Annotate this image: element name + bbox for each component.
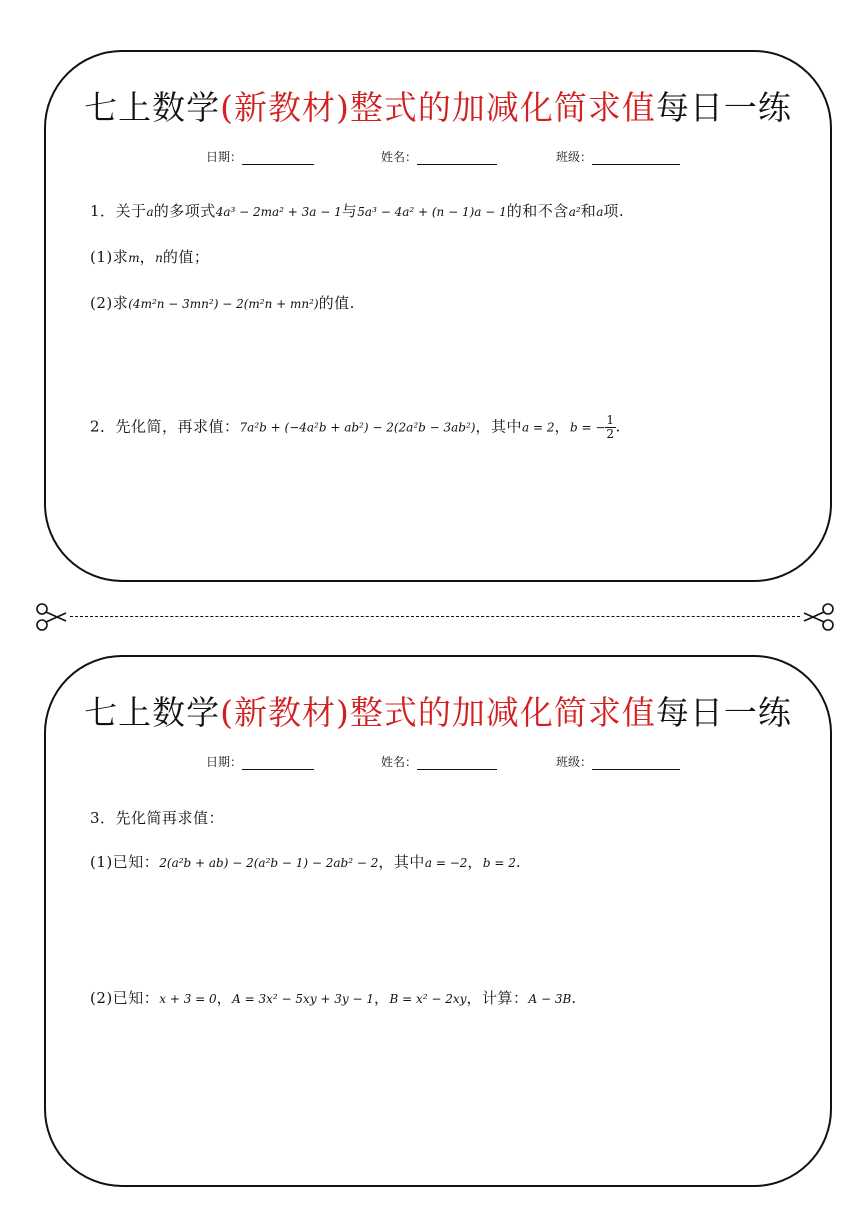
- class-field[interactable]: [556, 148, 680, 165]
- q1p2-expression: (4m²n − 3mn²) − 2(m²n + mn²): [128, 297, 319, 311]
- question-3: [90, 807, 224, 828]
- fraction-denominator: 2: [606, 427, 615, 441]
- q3p1-condition-b: b = 2: [482, 856, 516, 870]
- name-label: 姓名：: [381, 755, 418, 769]
- name-field[interactable]: [381, 148, 497, 165]
- q3p2-comma: ，: [216, 989, 233, 1007]
- name-blank[interactable]: [417, 757, 497, 770]
- q2-lead: 2．先化简，再求值：: [90, 417, 240, 436]
- date-label: 日期：: [206, 150, 243, 164]
- q1p1-var-n: n: [155, 251, 163, 265]
- q1-var-a: a: [146, 205, 154, 219]
- question-3-part-2: [90, 987, 577, 1008]
- worksheet-title: [46, 687, 830, 734]
- fraction-numerator: 1: [606, 413, 615, 427]
- name-label: 姓名：: [381, 150, 418, 164]
- q2-end: .: [615, 417, 621, 436]
- q1-var-a: a: [596, 205, 604, 219]
- class-label: 班级：: [556, 755, 593, 769]
- q1p1-lead: (1)求: [90, 248, 129, 266]
- q1p1-end: 的值；: [162, 248, 210, 266]
- q2-fraction: [605, 414, 615, 441]
- title-part-black: 七上数学: [84, 88, 221, 127]
- class-field[interactable]: [556, 753, 680, 770]
- q3p1-condition-a: a = −2: [424, 856, 468, 870]
- title-part-black: 七上数学: [84, 693, 221, 732]
- q1-text: 与: [341, 202, 358, 220]
- date-blank[interactable]: [242, 152, 314, 165]
- q3p2-comma: ，: [374, 989, 390, 1007]
- q3p1-comma: ，: [467, 853, 483, 871]
- q3p1-expression: 2(a²b + ab) − 2(a²b − 1) − 2ab² − 2: [159, 856, 379, 870]
- class-label: 班级：: [556, 150, 593, 164]
- q1-text: 和: [580, 202, 597, 220]
- q1p2-lead: (2)求: [90, 294, 129, 312]
- question-2: [90, 414, 621, 441]
- q3-lead: 3．先化简再求值：: [90, 809, 225, 827]
- q2-expression: 7a²b + (−4a²b + ab²) − 2(2a²b − 3ab²): [239, 420, 476, 435]
- q3p2-calculation: A − 3B: [528, 992, 572, 1006]
- scissors-icon: [802, 600, 836, 634]
- q2-condition-a: a = 2: [521, 420, 555, 435]
- q1-text: 的多项式: [153, 202, 216, 220]
- question-1: [90, 200, 624, 221]
- q1-poly-2: 5a³ − 4a² + (n − 1)a − 1: [357, 205, 507, 219]
- q3p2-condition: x + 3 = 0: [159, 992, 217, 1006]
- title-part-red: (新教材)整式的加减化简求值: [220, 88, 656, 127]
- date-field[interactable]: [206, 753, 314, 770]
- worksheet-bottom: [44, 655, 832, 1187]
- q3p2-end: .: [571, 989, 577, 1007]
- cut-line: [70, 616, 800, 617]
- q2-condition-b: b = −: [569, 420, 606, 435]
- q1-text: 的和不含: [506, 202, 569, 220]
- q1p1-comma: ，: [139, 248, 156, 266]
- q3p1-end: .: [515, 853, 522, 871]
- q3p2-B-definition: B = x² − 2xy: [389, 992, 467, 1006]
- title-part-black-end: 每日一练: [655, 693, 792, 732]
- title-part-black-end: 每日一练: [655, 88, 792, 127]
- name-field[interactable]: [381, 753, 497, 770]
- class-blank[interactable]: [592, 152, 680, 165]
- q3p1-text: ，其中: [378, 853, 425, 871]
- date-blank[interactable]: [242, 757, 314, 770]
- question-3-part-1: [90, 851, 521, 872]
- q2-comma: ，: [554, 417, 570, 436]
- worksheet-top: [44, 50, 832, 582]
- q1-poly-1: 4a³ − 2ma² + 3a − 1: [215, 205, 342, 219]
- q1p1-var-m: m: [128, 251, 140, 265]
- question-1-part-1: [90, 246, 209, 267]
- q3p2-lead: (2)已知：: [90, 989, 160, 1007]
- q3p2-text: ，计算：: [466, 989, 529, 1007]
- q3p2-A-definition: A = 3x² − 5xy + 3y − 1: [232, 992, 375, 1006]
- q2-text: ，其中: [475, 417, 522, 436]
- q1p2-end: 的值.: [318, 294, 355, 312]
- q3p1-lead: (1)已知：: [90, 853, 160, 871]
- scissors-icon: [34, 600, 68, 634]
- q1-lead: 1．关于: [90, 202, 147, 220]
- q1-var-a2: a²: [568, 205, 581, 219]
- question-1-part-2: [90, 292, 355, 313]
- worksheet-title: [46, 82, 830, 129]
- date-label: 日期：: [206, 755, 243, 769]
- title-part-red: (新教材)整式的加减化简求值: [220, 693, 656, 732]
- name-blank[interactable]: [417, 152, 497, 165]
- q1-end: 项.: [603, 202, 625, 220]
- date-field[interactable]: [206, 148, 314, 165]
- class-blank[interactable]: [592, 757, 680, 770]
